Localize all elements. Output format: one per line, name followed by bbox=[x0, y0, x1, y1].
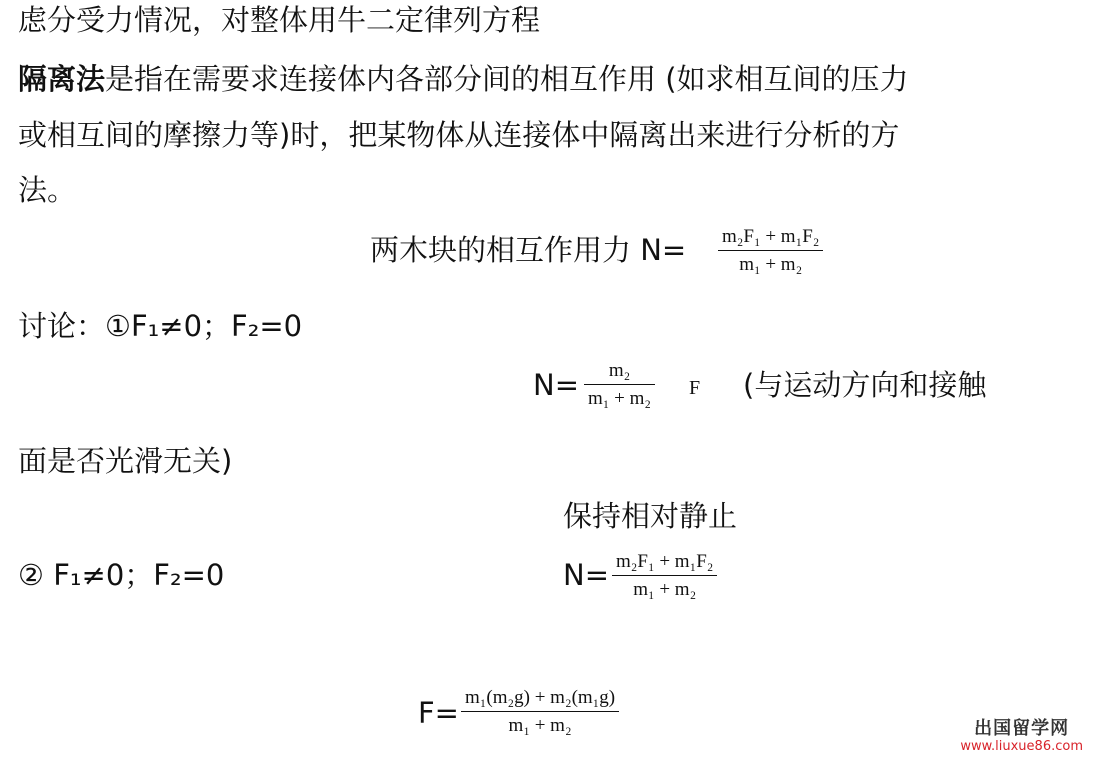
formula-1-fraction bbox=[718, 226, 823, 276]
formula-2-label: N= bbox=[533, 368, 579, 402]
formula-4-label: F= bbox=[418, 696, 459, 730]
formula-2-denominator: m₁ + m₂ bbox=[588, 388, 652, 409]
formula-3-bar bbox=[612, 575, 717, 576]
formula-2-note: (与运动方向和接触 bbox=[743, 368, 987, 402]
formula-4-numerator: m₁(m₂g) + m₂(m₁g) bbox=[465, 687, 616, 708]
formula-3-numerator: m₂F₁ + m₁F₂ bbox=[616, 551, 714, 572]
watermark bbox=[960, 720, 1083, 753]
text-line-1: 虑分受力情况，对整体用牛二定律列方程 bbox=[18, 3, 541, 37]
formula-1-label: 两木块的相互作用力 N= bbox=[370, 233, 687, 267]
formula-1-numerator: m₂F₁ + m₁F₂ bbox=[722, 226, 820, 247]
text-relative-rest: 保持相对静止 bbox=[563, 499, 738, 533]
formula-4-denominator: m₁ + m₂ bbox=[508, 715, 572, 736]
formula-4-fraction bbox=[461, 687, 619, 737]
text-line-4: 法。 bbox=[18, 173, 77, 207]
watermark-url-num: 86 bbox=[1034, 739, 1052, 754]
text-line-3: 或相互间的摩擦力等)时，把某物体从连接体中隔离出来进行分析的方 bbox=[18, 118, 900, 152]
formula-3-label: N= bbox=[563, 558, 609, 592]
formula-1-denominator: m₁ + m₂ bbox=[739, 254, 803, 275]
formula-2-bar bbox=[584, 384, 655, 385]
text-line-8: 面是否光滑无关) bbox=[18, 444, 233, 478]
discussion-case-2: ② F₁≠0；F₂=0 bbox=[18, 558, 225, 592]
formula-3-fraction bbox=[612, 551, 717, 601]
formula-2-force: F bbox=[689, 377, 701, 399]
formula-3-denominator: m₁ + m₂ bbox=[633, 579, 697, 600]
text-line-2 bbox=[18, 62, 909, 96]
watermark-url bbox=[960, 740, 1083, 753]
formula-2-numerator: m₂ bbox=[608, 360, 631, 381]
watermark-name: 出国留学网 bbox=[974, 718, 1070, 739]
formula-4-bar bbox=[461, 711, 619, 712]
formula-1-bar bbox=[718, 250, 823, 251]
formula-2-fraction bbox=[584, 360, 655, 410]
watermark-url-suffix: .com bbox=[1051, 739, 1083, 754]
text-line-2-rest: 是指在需要求连接体内各部分间的相互作用 (如求相互间的压力 bbox=[105, 62, 909, 96]
term-isolation-method: 隔离法 bbox=[18, 62, 106, 96]
discussion-case-1: 讨论：①F₁≠0；F₂=0 bbox=[18, 309, 303, 343]
watermark-url-prefix: www.liuxue bbox=[960, 739, 1035, 754]
